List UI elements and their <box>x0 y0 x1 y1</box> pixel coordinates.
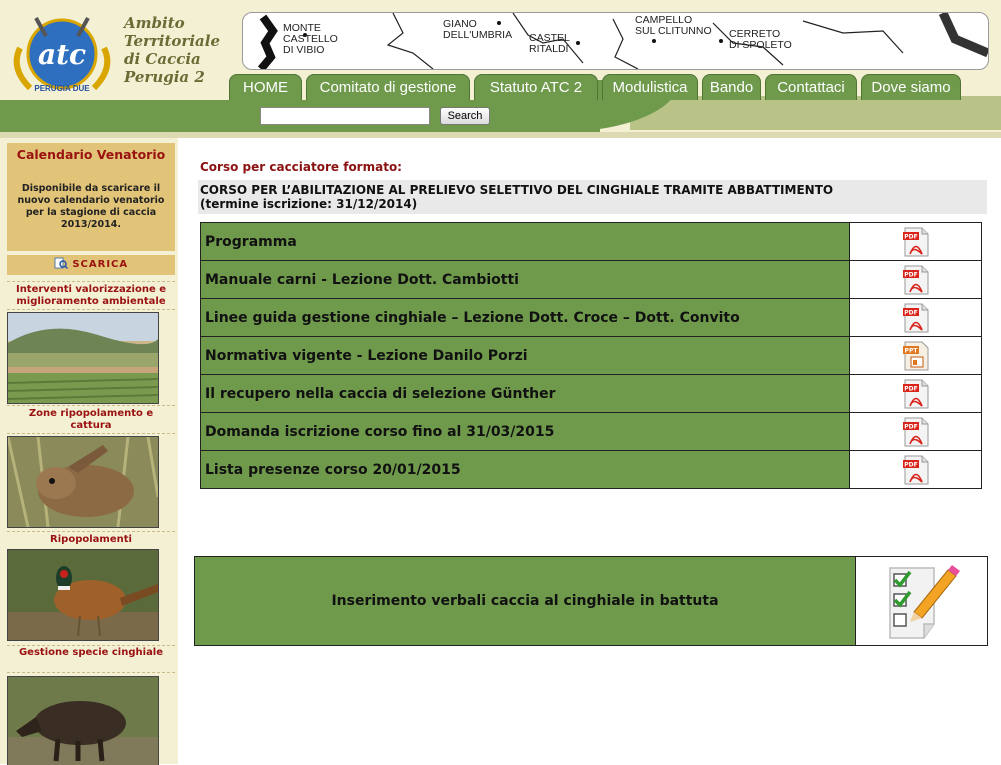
calendar-box <box>7 143 175 251</box>
document-download-cell[interactable] <box>850 451 982 489</box>
sidebar-divider <box>7 531 175 532</box>
logo-text: atc <box>37 38 87 71</box>
svg-text:PDF: PDF <box>903 309 918 316</box>
pdf-icon[interactable] <box>902 417 930 447</box>
verbali-box[interactable] <box>194 556 988 646</box>
map-label: CERRETO DI SPOLETO <box>729 28 792 51</box>
svg-text:PDF: PDF <box>903 385 918 392</box>
calendar-text: Disponibile da scaricare il nuovo calendario venatorio per la stagione di caccia 2013/2014. <box>17 183 165 230</box>
boar-image <box>8 677 158 765</box>
table-row <box>201 261 982 299</box>
pheasant-image <box>8 550 158 640</box>
site-title-line: Perugia 2 <box>124 68 205 86</box>
course-title: CORSO PER L’ABILITAZIONE AL PRELIEVO SELETTIVO DEL CINGHIALE TRAMITE ABBATTIMENTO <box>200 183 834 197</box>
document-link[interactable]: Linee guida gestione cinghiale – Lezione Dott. Croce – Dott. Convito <box>201 299 850 337</box>
sidebar-link-ripopolamenti[interactable]: Ripopolamenti <box>50 534 132 545</box>
pdf-icon[interactable] <box>902 303 930 333</box>
sidebar-divider <box>7 672 175 673</box>
logo-subtext: PERUGIA DUE <box>34 84 90 93</box>
search-input[interactable] <box>260 107 430 125</box>
section-subtitle: Corso per cacciatore formato: <box>200 160 402 174</box>
sidebar-link-cinghiale[interactable]: Gestione specie cinghiale <box>18 647 164 658</box>
sidebar-divider <box>7 645 175 646</box>
tab-dove-siamo[interactable]: Dove siamo <box>861 74 961 100</box>
landscape-image <box>8 313 158 403</box>
hare-photo[interactable] <box>7 436 159 528</box>
document-link[interactable]: Programma <box>201 223 850 261</box>
document-link[interactable]: Domanda iscrizione corso fino al 31/03/2015 <box>201 413 850 451</box>
tab-modulistica[interactable]: Modulistica <box>602 74 698 100</box>
territory-map <box>242 12 989 70</box>
site-title <box>124 14 234 86</box>
landscape-photo[interactable] <box>7 312 159 404</box>
document-download-cell[interactable] <box>850 337 982 375</box>
sidebar-link-zone-ripopolamento[interactable]: Zone ripopolamento e cattura <box>28 408 154 431</box>
site-title-line: Ambito <box>124 14 185 32</box>
boar-photo[interactable] <box>7 676 159 765</box>
table-row <box>201 413 982 451</box>
site-title-line: Territoriale <box>124 32 220 50</box>
map-label: CAMPELLO SUL CLITUNNO <box>635 14 712 37</box>
map-label: MONTE CASTELLO DI VIBIO <box>283 22 338 56</box>
table-row <box>201 375 982 413</box>
tab-contattaci[interactable]: Contattaci <box>765 74 857 100</box>
sidebar-divider <box>7 405 175 406</box>
tab-home[interactable]: HOME <box>229 74 302 100</box>
documents-table <box>200 222 982 489</box>
map-label: CASTEL RITALDI <box>529 32 570 55</box>
document-download-cell[interactable] <box>850 375 982 413</box>
magnifier-document-icon <box>54 257 68 269</box>
atc-logo-icon[interactable] <box>6 8 118 94</box>
sidebar-divider <box>7 281 175 282</box>
map-border-lines <box>243 13 988 69</box>
document-link[interactable]: Lista presenze corso 20/01/2015 <box>201 451 850 489</box>
sidebar-divider <box>7 309 175 310</box>
pdf-icon[interactable] <box>902 265 930 295</box>
download-calendar-button[interactable] <box>7 255 175 275</box>
tab-bando[interactable]: Bando <box>702 74 761 100</box>
tab-comitato[interactable]: Comitato di gestione <box>306 74 470 100</box>
calendar-title: Calendario Venatorio <box>16 147 166 162</box>
sidebar-divider <box>7 433 175 434</box>
verbali-link[interactable]: Inserimento verbali caccia al cinghiale in battuta <box>195 557 856 645</box>
search-button[interactable]: Search <box>440 107 490 125</box>
checklist-pencil-icon[interactable] <box>888 560 960 640</box>
course-header <box>198 180 987 214</box>
pdf-icon[interactable] <box>902 455 930 485</box>
document-download-cell[interactable] <box>850 413 982 451</box>
pheasant-photo[interactable] <box>7 549 159 641</box>
table-row <box>201 337 982 375</box>
svg-text:PDF: PDF <box>903 271 918 278</box>
download-label: SCARICA <box>72 259 129 270</box>
course-term: (termine iscrizione: 31/12/2014) <box>200 197 418 211</box>
pdf-icon[interactable] <box>902 379 930 409</box>
sidebar-link-ambientale[interactable]: Interventi valorizzazione e miglioramento ambientale <box>15 284 167 307</box>
svg-text:PDF: PDF <box>903 423 918 430</box>
svg-text:PDF: PDF <box>903 233 918 240</box>
table-row <box>201 451 982 489</box>
site-title-line: di Caccia <box>124 50 201 68</box>
document-link[interactable]: Manuale carni - Lezione Dott. Cambiotti <box>201 261 850 299</box>
tab-statuto[interactable]: Statuto ATC 2 <box>474 74 598 100</box>
hare-image <box>8 437 158 527</box>
pdf-icon[interactable] <box>902 227 930 257</box>
document-link[interactable]: Il recupero nella caccia di selezione Günther <box>201 375 850 413</box>
map-label: GIANO DELL'UMBRIA <box>443 18 513 41</box>
document-download-cell[interactable] <box>850 223 982 261</box>
table-row <box>201 223 982 261</box>
header-band-tail <box>630 96 1001 130</box>
svg-text:PDF: PDF <box>903 461 918 468</box>
document-link[interactable]: Normativa vigente - Lezione Danilo Porzi <box>201 337 850 375</box>
svg-text:PPT: PPT <box>904 347 918 354</box>
document-download-cell[interactable] <box>850 299 982 337</box>
table-row <box>201 299 982 337</box>
ppt-icon[interactable] <box>902 341 930 371</box>
document-download-cell[interactable] <box>850 261 982 299</box>
